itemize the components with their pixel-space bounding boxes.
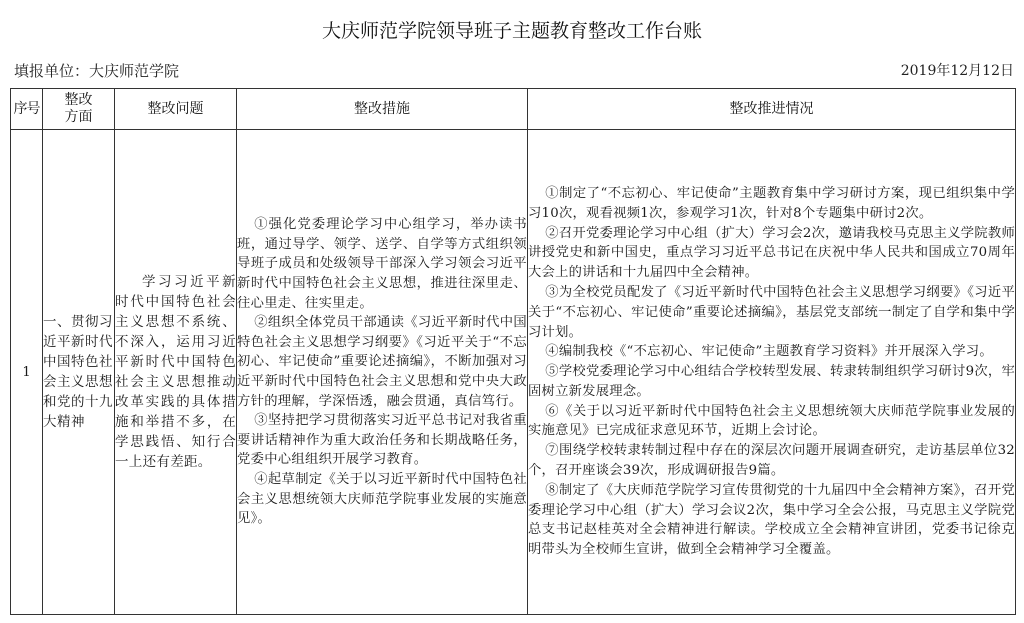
- progress-item: ⑧制定了《大庆师范学院学习宣传贯彻党的十九届四中全会精神方案》，召开党委理论学习中心组（扩大）学习会议2次，集中学习全会公报，马克思主义学院党总支书记赵桂英对全会精神进行解读。学校成立全会精神宣讲团，党委书记徐克明带头为全校师生宣讲，做到全会精神学习全覆盖。: [528, 482, 1015, 558]
- cell-aspect: 一、贯彻习近平新时代中国特色社会主义思想和党的十九大精神: [43, 130, 115, 615]
- measure-item: ②组织全体党员干部通读《习近平新时代中国特色社会主义思想学习纲要》《习近平关于“不忘初心、牢记使命”重要论述摘编》，不断加强对习近平新时代中国特色社会主义思想和党中央大政方针的理解，学深悟透，融会贯通，真信笃行。: [237, 315, 527, 409]
- cell-seq: 1: [11, 130, 43, 615]
- header-seq: 序号: [11, 89, 43, 130]
- measure-item: ④起草制定《关于以习近平新时代中国特色社会主义思想统领大庆师范学院事业发展的实施意见》。: [237, 471, 527, 527]
- rectification-ledger-table: [10, 88, 1016, 615]
- document-title: 大庆师范学院领导班子主题教育整改工作台账: [321, 20, 702, 42]
- progress-item: ⑥《关于以习近平新时代中国特色社会主义思想统领大庆师范学院事业发展的实施意见》已完成征求意见环节，近期上会讨论。: [528, 403, 1015, 439]
- progress-item: ①制定了“不忘初心、牢记使命”主题教育集中学习研讨方案，现已组织集中学习10次，观看视频1次，参观学习1次，针对8个专题集中研讨2次。: [528, 185, 1015, 221]
- header-problem: 整改问题: [115, 89, 237, 130]
- table-row: [11, 130, 1016, 615]
- progress-item: ②召开党委理论学习中心组（扩大）学习会2次，邀请我校马克思主义学院教师讲授党史和新中国史，重点学习习近平总书记在庆祝中华人民共和国成立70周年大会上的讲话和十九届四中全会精神。: [528, 225, 1015, 281]
- progress-item: ③为全校党员配发了《习近平新时代中国特色社会主义思想学习纲要》《习近平关于“不忘初心、牢记使命”重要论述摘编》，基层党支部统一制定了自学和集中学习计划。: [528, 284, 1015, 340]
- header-aspect-text: 整改方面: [64, 92, 93, 125]
- reporting-unit: [14, 60, 179, 81]
- header-measures: 整改措施: [237, 89, 528, 130]
- progress-item: ④编制我校《“不忘初心、牢记使命”主题教育学习资料》并开展深入学习。: [545, 344, 993, 360]
- reporting-unit-value: 大庆师范学院: [89, 62, 180, 80]
- problem-text: 学习习近平新时代中国特色社会主义思想不系统、不深入，运用习近平新时代中国特色社会主义思想推动改革实践的具体措施和举措不多，在学思践悟、知行合一上还有差距。: [115, 274, 236, 470]
- measure-item: ①强化党委理论学习中心组学习，举办读书班，通过导学、领学、送学、自学等方式组织领导班子成员和处级领导干部深入学习领会习近平新时代中国特色社会主义思想，推进往深里走、往心里走、往实里走。: [237, 217, 527, 311]
- progress-item: ⑦围绕学校转隶转制过程中存在的深层次问题开展调查研究，走访基层单位32个，召开座谈会39次，形成调研报告9篇。: [528, 443, 1015, 479]
- header-progress: 整改推进情况: [528, 89, 1016, 130]
- cell-progress: [528, 130, 1016, 615]
- measure-item: ③坚持把学习贯彻落实习近平总书记对我省重要讲话精神作为重大政治任务和长期战略任务，党委中心组组织开展学习教育。: [237, 413, 527, 468]
- report-date: 2019年12月12日: [900, 63, 1014, 79]
- header-aspect: [43, 89, 115, 130]
- reporting-unit-label: 填报单位：: [14, 62, 90, 80]
- cell-measures: [237, 130, 528, 615]
- cell-problem: [115, 130, 237, 615]
- progress-item: ⑤学校党委理论学习中心组结合学校转型发展、转隶转制组织学习研讨9次，牢固树立新发展理念。: [528, 364, 1015, 399]
- table-header-row: [11, 89, 1016, 130]
